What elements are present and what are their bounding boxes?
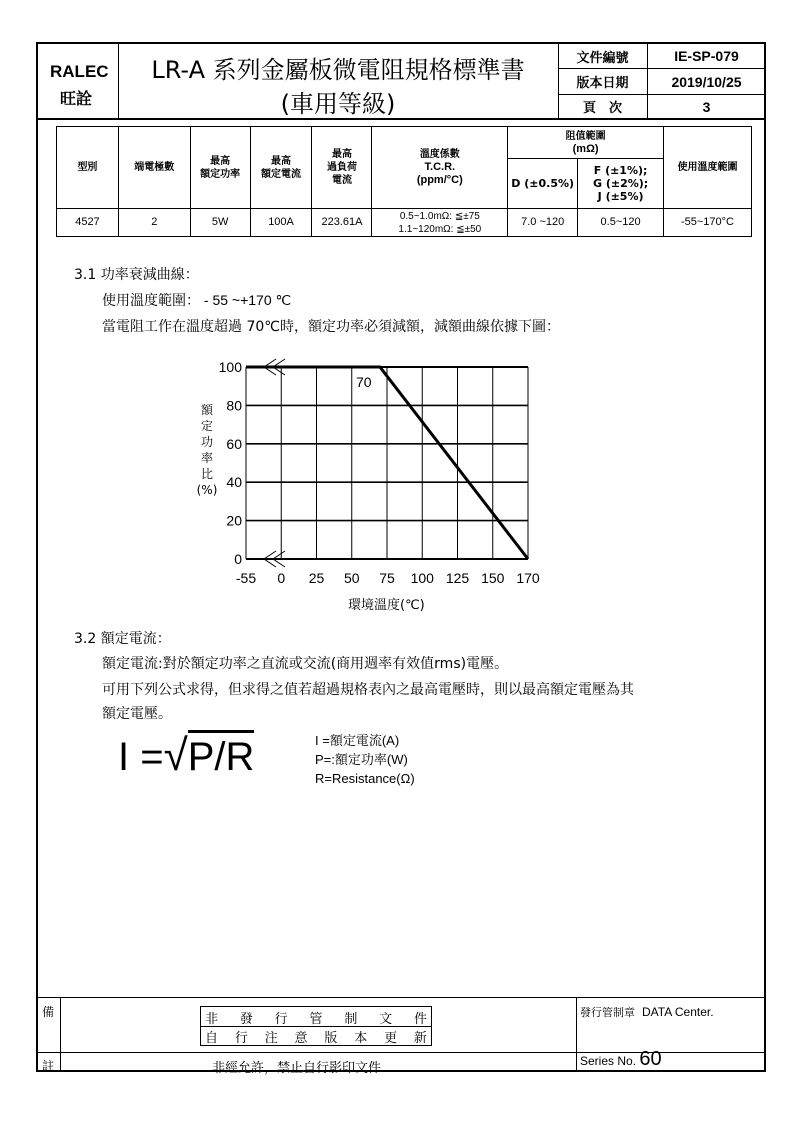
cell-terminals: 2 — [118, 209, 190, 237]
x-tick-label: 125 — [445, 570, 470, 586]
cell-current: 100A — [250, 209, 312, 237]
notice-char: 管 — [309, 1012, 323, 1027]
y-label-char: (%) — [196, 483, 218, 497]
section-3-1-heading: 3.1 功率衰減曲線： — [74, 267, 199, 283]
header-max-current: 最高 額定電流 — [250, 127, 312, 209]
notice-char: 制 — [344, 1012, 358, 1027]
derating-chart — [180, 350, 560, 620]
x-tick-label: 50 — [343, 570, 360, 586]
x-tick-label: 100 — [410, 570, 434, 586]
derating-description: 當電阻工作在溫度超過 70℃時，額定功率必須減額，減額曲線依據下圖： — [102, 319, 560, 335]
version-date-label: 版本日期 — [576, 76, 629, 91]
x-tick-label: 25 — [308, 570, 325, 586]
copy-notice: 非經允許，禁止自行影印文件 — [212, 1061, 382, 1076]
notice-char: 自 — [205, 1031, 219, 1046]
x-tick-label: 75 — [379, 570, 395, 586]
footer-top-line — [36, 997, 766, 998]
cell-model: 4527 — [57, 209, 119, 237]
y-label-char: 率 — [200, 451, 213, 465]
notice-char: 文 — [379, 1012, 393, 1027]
notice-char: 更 — [384, 1031, 398, 1046]
legend-power: P=:額定功率(W) — [315, 752, 408, 767]
issue-stamp: 發行管制章 DATA Center. — [580, 1005, 714, 1019]
notice-char: 非 — [205, 1012, 219, 1027]
notice-char: 注 — [264, 1031, 278, 1046]
series-number: Series No. 60 — [580, 1048, 662, 1070]
legend-resistance: R=Resistance(Ω) — [315, 771, 415, 786]
temp-range-line: 使用溫度範圍： - 55 ~+170 ℃ — [102, 292, 292, 309]
table-row — [57, 209, 752, 237]
chart-x-label: 環境溫度(℃) — [348, 598, 425, 613]
notice-char: 意 — [294, 1031, 308, 1046]
section-3-2-heading: 3.2 額定電流： — [74, 631, 171, 647]
control-notice-box — [200, 1006, 432, 1046]
note-label-bei: 備 — [42, 1005, 55, 1019]
cell-tcr: 0.5~1.0mΩ: ≦±75 1.1~120mΩ: ≦±50 — [372, 209, 508, 237]
header-max-power: 最高 額定功率 — [190, 127, 250, 209]
rated-current-description: 可用下列公式求得，但求得之值若超過規格表內之最高電壓時，則以最高額定電壓為其 — [102, 682, 634, 698]
cell-range-fgj: 0.5~120 — [578, 209, 664, 237]
x-tick-label: 170 — [516, 570, 540, 586]
header-tcr: 溫度係數 T.C.R. (ppm/°C) — [372, 127, 508, 209]
notice-char: 版 — [324, 1031, 338, 1046]
company-name-en: RALEC — [50, 62, 109, 81]
notice-char: 行 — [274, 1012, 288, 1027]
notice-char: 新 — [413, 1031, 427, 1046]
cell-power: 5W — [190, 209, 250, 237]
note-label-zhu: 註 — [42, 1059, 55, 1073]
header-max-overload: 最高 過負荷 電流 — [312, 127, 372, 209]
formula-legend — [315, 731, 415, 788]
legend-current: I =額定電流(A) — [315, 733, 400, 748]
header-resistance-range: 阻值範圍 (mΩ) — [508, 127, 664, 159]
version-date-value: 2019/10/25 — [671, 73, 742, 90]
y-tick-label: 100 — [218, 359, 242, 375]
company-name-zh: 旺詮 — [60, 89, 93, 108]
header-temp-range: 使用溫度範圍 — [664, 127, 752, 209]
x-tick-label: 0 — [277, 570, 286, 586]
doc-number-label: 文件編號 — [576, 50, 629, 66]
page-number-value: 3 — [702, 98, 711, 115]
notice-char: 件 — [413, 1012, 427, 1027]
y-label-char: 定 — [200, 419, 213, 433]
formula: I =√P/R — [118, 731, 255, 780]
chart-annotation: 70 — [355, 374, 372, 390]
doc-number-value: IE-SP-079 — [674, 48, 739, 64]
y-tick-label: 20 — [226, 512, 242, 529]
y-label-char: 比 — [200, 467, 213, 481]
y-label-char: 額 — [200, 403, 213, 417]
spec-table — [56, 126, 752, 237]
cell-temp: -55~170°C — [664, 209, 752, 237]
x-tick-label: 150 — [481, 570, 505, 586]
chart-x-ticks — [236, 570, 540, 586]
y-tick-label: 0 — [234, 551, 242, 567]
notice-char: 行 — [234, 1031, 248, 1046]
rated-current-definition: 額定電流:對於額定功率之直流或交流(商用週率有效值rms)電壓。 — [102, 656, 509, 672]
document-subtitle: (車用等級) — [280, 90, 396, 118]
notice-char: 發 — [239, 1012, 253, 1027]
rated-current-description-end: 額定電壓。 — [102, 706, 172, 722]
notice-char: 本 — [354, 1031, 368, 1046]
header-range-d: D (±0.5%) — [508, 159, 578, 209]
chart-y-label — [196, 402, 218, 498]
header-terminals: 端電極數 — [118, 127, 190, 209]
y-label-char: 功 — [200, 435, 213, 449]
footer-divider-2 — [576, 997, 577, 1072]
footer-divider-1 — [60, 997, 61, 1072]
header-range-fgj: F (±1%); G (±2%); J (±5%) — [578, 159, 664, 209]
document-title: LR-A 系列金屬板微電阻規格標準書 — [151, 56, 525, 84]
cell-overload: 223.61A — [312, 209, 372, 237]
y-tick-label: 40 — [226, 474, 242, 491]
y-tick-label: 60 — [226, 435, 242, 452]
cell-range-d: 7.0 ~120 — [508, 209, 578, 237]
chart-y-ticks — [219, 359, 243, 567]
y-tick-label: 80 — [226, 397, 242, 414]
chart-grid — [246, 359, 528, 567]
page-number-label: 頁 次 — [582, 101, 622, 116]
x-tick-label: -55 — [235, 570, 257, 586]
header-model: 型別 — [57, 127, 119, 209]
